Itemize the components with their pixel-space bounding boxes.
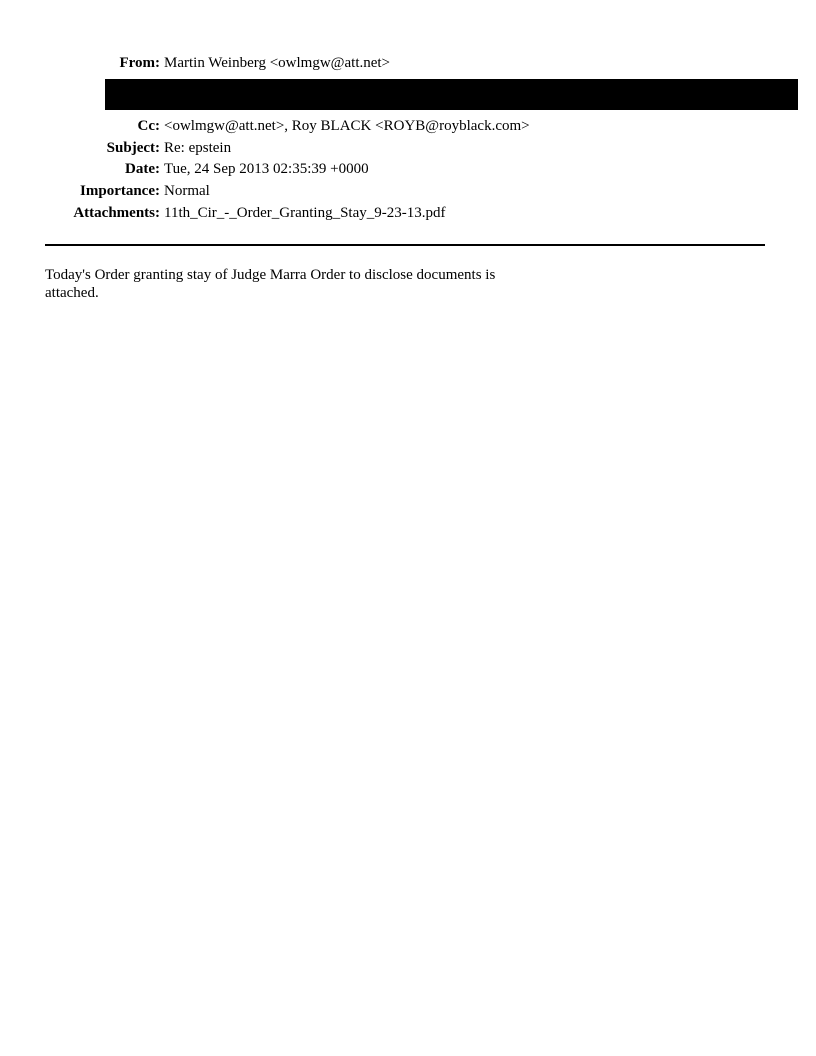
email-body: Today's Order granting stay of Judge Marra Order to disclose documents is attached. bbox=[45, 267, 496, 301]
date-value: Tue, 24 Sep 2013 02:35:39 +0000 bbox=[164, 161, 369, 177]
attachments-label: Attachments: bbox=[73, 205, 160, 221]
from-value: Martin Weinberg <owlmgw@att.net> bbox=[164, 55, 391, 71]
redaction-bar bbox=[105, 79, 798, 110]
importance-value: Normal bbox=[164, 183, 210, 199]
cc-label: Cc: bbox=[137, 118, 160, 134]
subject-value: Re: epstein bbox=[164, 140, 232, 156]
subject-label: Subject: bbox=[106, 140, 160, 156]
header-divider bbox=[45, 244, 765, 246]
cc-value: <owlmgw@att.net>, Roy BLACK <ROYB@royblack.com> bbox=[164, 118, 530, 134]
attachment-filename: 11th_Cir_-_Order_Granting_Stay_9-23-13.pdf bbox=[164, 205, 446, 221]
from-label: From: bbox=[119, 55, 160, 71]
date-label: Date: bbox=[125, 161, 160, 177]
importance-label: Importance: bbox=[80, 183, 160, 199]
